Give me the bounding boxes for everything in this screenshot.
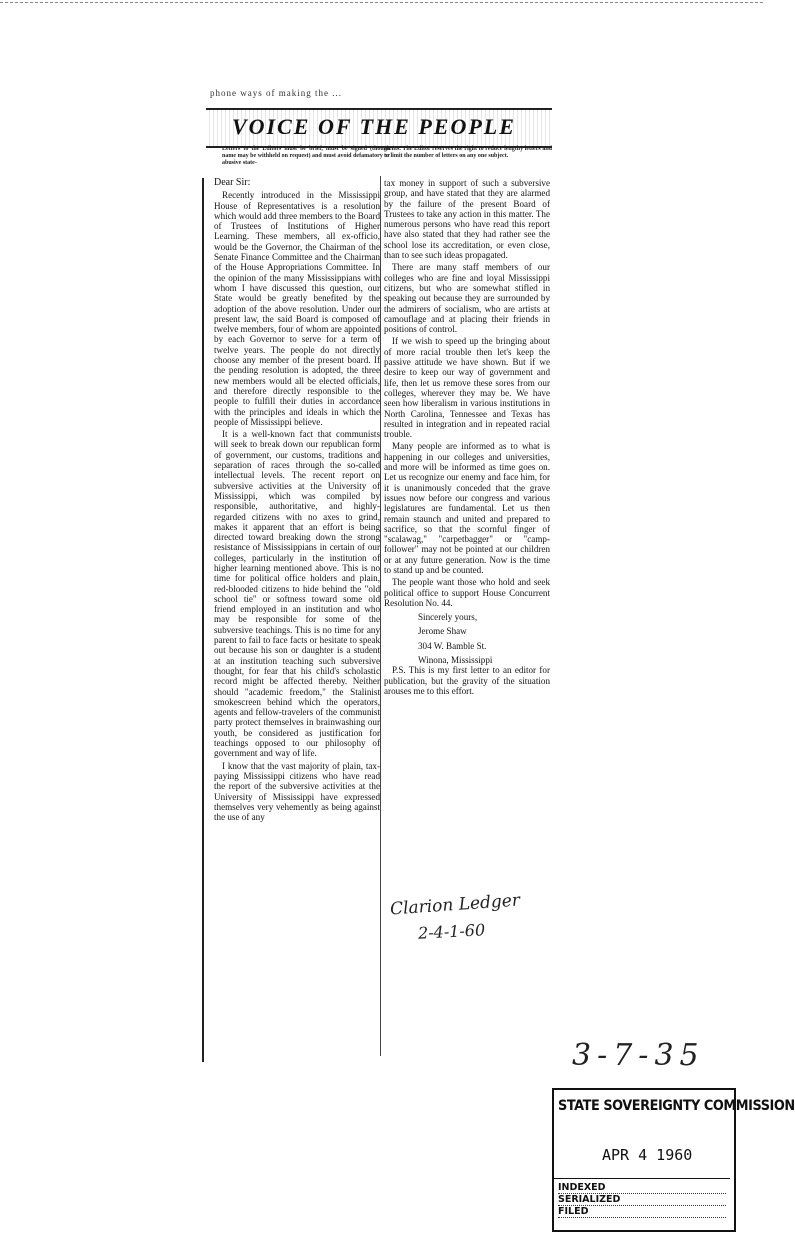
letter-paragraph: It is a well-known fact that communists will seek to break down our republican form of government, our customs, traditions and separation of races through the so-called intellectual levels. The recent report on subversive activities at the University of Mississippi, which was compiled by responsible, authoritative, and highly-regarded citizens with no axes to grind, makes it apparent that an effort is being directed toward breaking down the strong resistance of Mississippians in certain of our colleges, particularly in the institution of higher learning mentioned above. This is no time for political office holders and plain, red-blooded citizens to hide behind the "old school tie" or softness toward some old friend employed in an institution and who may be responsible for some of the subversive teachings. This is no time for any parent to fail to face facts or hesitate to speak out because his son or daughter is a student at an institution teaching such subversive thought, for fear that his child's scholastic record might be affected thereby. Neither should "academic freedom," the Stalinist smokescreen behind which the operators, agents and fellow-travelers of the communist party protect themselves in brainwashing our youth, be considered as justification for teachings opposed to our philosophy of government and way of life. bbox=[214, 429, 380, 759]
stamp-indexed-field: INDEXED bbox=[558, 1182, 726, 1194]
letter-paragraph: There are many staff members of our colleges who are fine and loyal Mississippi citizens, but who are somewhat stifled in speaking out because they are surrounded by the admirers of socialism, who are artists at camouflage and at placing their friends in positions of control. bbox=[384, 262, 550, 335]
stray-header-text: phone ways of making the ... bbox=[210, 88, 342, 98]
masthead-title: VOICE OF THE PEOPLE bbox=[232, 114, 516, 139]
letter-column-left bbox=[214, 178, 380, 1058]
column-rule bbox=[380, 176, 381, 1056]
handwritten-source-note: Clarion Ledger bbox=[389, 890, 521, 920]
handwritten-file-number: 3-7-35 bbox=[572, 1038, 705, 1073]
stamp-divider bbox=[554, 1178, 730, 1179]
letter-paragraph: tax money in support of such a subversive group, and have stated that they are alarmed by the failure of the present Board of Trustees to take any action in this matter. The numerous persons who have read this report have also stated that they had rather see the school lose its accreditation, or even close, than to see such ideas propagated. bbox=[384, 178, 550, 261]
handwritten-date-note: 2-4-1-60 bbox=[417, 920, 486, 943]
signoff-name: Jerome Shaw bbox=[418, 626, 467, 637]
letter-paragraph: If we wish to speed up the bringing about of more racial trouble then let's keep the passive attitude we have shown. But if we desire to keep our way of government and life, then let us remove these sores from our colleges, wherever they may be. We have seen how liberalism in various institutions in North Carolina, Tennessee and Texas has resulted in integration and in repeated racial trouble. bbox=[384, 336, 550, 440]
signoff-city: Winona, Mississippi bbox=[418, 655, 493, 666]
stamp-filed-field: FILED bbox=[558, 1206, 726, 1218]
letter-paragraph: Recently introduced in the Mississippi House of Representatives is a resolution which would add three members to the Board of Trustees of Institutions of Higher Learning. These members, all ex-officio, would be the Governor, the Chairman of the Senate Finance Committee and the Chairman of the House Appropriations Committee. In the opinion of the many Mississippians with whom I have discussed this question, our State would be greatly benefited by the adoption of the above resolution. Under our present law, the said Board is composed of twelve members, four of whom are appointed by each Governor to serve for a term of twelve years. The people do not directly choose any member of the present board. If the pending resolution is adopted, the three new members would all be elected officials, and therefore directly responsible to the people to fulfill their duties in accordance with the principles and ideals in which the people of Mississippi believe. bbox=[214, 190, 380, 427]
letter-paragraph: The people want those who hold and seek political office to support House Concurrent Resolution No. 44. bbox=[384, 577, 550, 608]
stamp-date: APR 4 1960 bbox=[602, 1146, 693, 1164]
stamp-title: STATE SOVEREIGNTY COMMISSION bbox=[558, 1098, 795, 1114]
signoff-closing: Sincerely yours, bbox=[418, 612, 478, 623]
clipping-border bbox=[202, 178, 204, 1062]
commission-stamp bbox=[552, 1088, 795, 1232]
letter-paragraph: I know that the vast majority of plain, tax-paying Mississippi citizens who have read the report of the subversive activities at the University of Mississippi have expressed themselves very vehemently as being against the use of any bbox=[214, 760, 380, 823]
signoff-street: 304 W. Bamble St. bbox=[418, 640, 487, 651]
newspaper-clipping bbox=[202, 88, 556, 1068]
letters-policy-right: ments. The Editor reserves the right to reduce lengthy letters and to limit the number of letters on any one subject. bbox=[384, 146, 552, 159]
letters-policy-left: Letters to the Editors must be brief, must be signed (though name may be withheld on request) and must avoid defamatory or abusive state- bbox=[222, 146, 390, 166]
stamp-serialized-field: SERIALIZED bbox=[558, 1194, 726, 1206]
masthead bbox=[206, 108, 552, 148]
salutation: Dear Sir: bbox=[214, 177, 251, 188]
postscript: P.S. This is my first letter to an editor for publication, but the gravity of the situation arouses me to this effort. bbox=[384, 665, 550, 696]
letter-paragraph: Many people are informed as to what is happening in our colleges and universities, and more will be informed as time goes on. Let us recognize our enemy and face him, for it is unanimously conceded that the grave issues now before our congress and various legislatures are fundamental. Let us then remain staunch and united and prepared to sacrifice, so that the scornful finger of "scalawag," "carpetbagger" or "camp-follower" may not be pointed at our children or at any future generation. Now is the time to stand up and be counted. bbox=[384, 441, 550, 575]
page-edge-perforation bbox=[0, 2, 763, 3]
